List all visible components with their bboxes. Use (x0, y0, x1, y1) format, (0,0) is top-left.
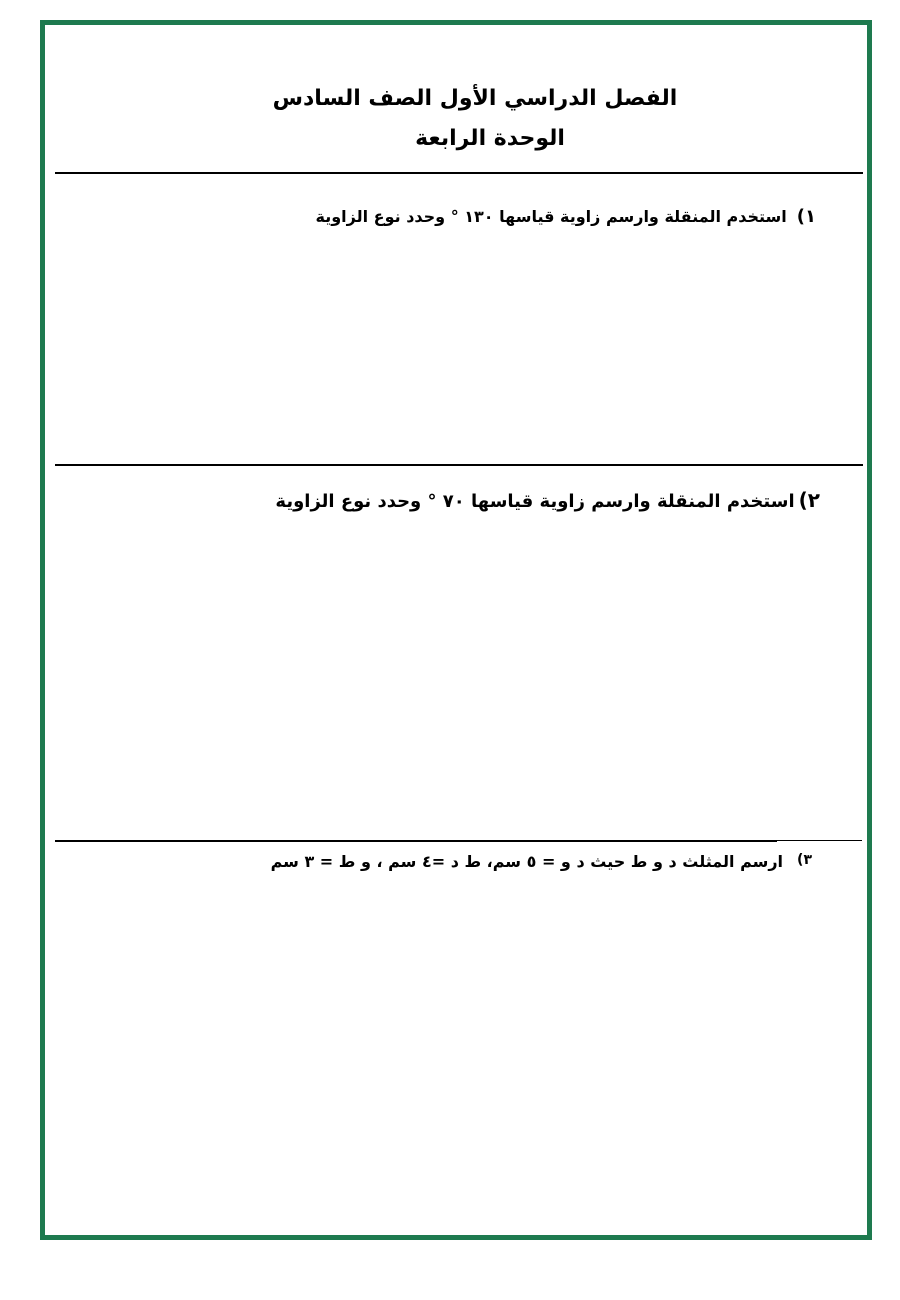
section-divider-2-end (777, 840, 862, 841)
section-divider-2 (55, 840, 777, 842)
question-1-text: استخدم المنقلة وارسم زاوية قياسها ١٣٠ ° وحدد نوع الزاوية (315, 207, 787, 226)
question-3 (271, 852, 812, 871)
question-2-number: ٢) (798, 488, 820, 512)
worksheet-title: الفصل الدراسي الأول الصف السادس (272, 86, 678, 111)
question-2 (275, 488, 820, 512)
unit-title: الوحدة الرابعة (415, 126, 565, 151)
section-divider-1 (55, 464, 863, 466)
question-1-answer-space[interactable] (60, 245, 855, 455)
question-1-number: ١) (796, 206, 816, 227)
header-divider (55, 172, 863, 174)
question-3-text: ارسم المثلث د و ط حيث د و = ٥ سم، ط د =٤ سم ، و ط = ٣ سم (270, 852, 784, 871)
question-2-answer-space[interactable] (60, 525, 855, 825)
question-3-answer-space[interactable] (60, 885, 855, 1215)
question-1 (316, 206, 817, 227)
question-2-text: استخدم المنقلة وارسم زاوية قياسها ٧٠ ° وحدد نوع الزاوية (275, 491, 795, 512)
question-3-number: ٣) (797, 852, 812, 868)
